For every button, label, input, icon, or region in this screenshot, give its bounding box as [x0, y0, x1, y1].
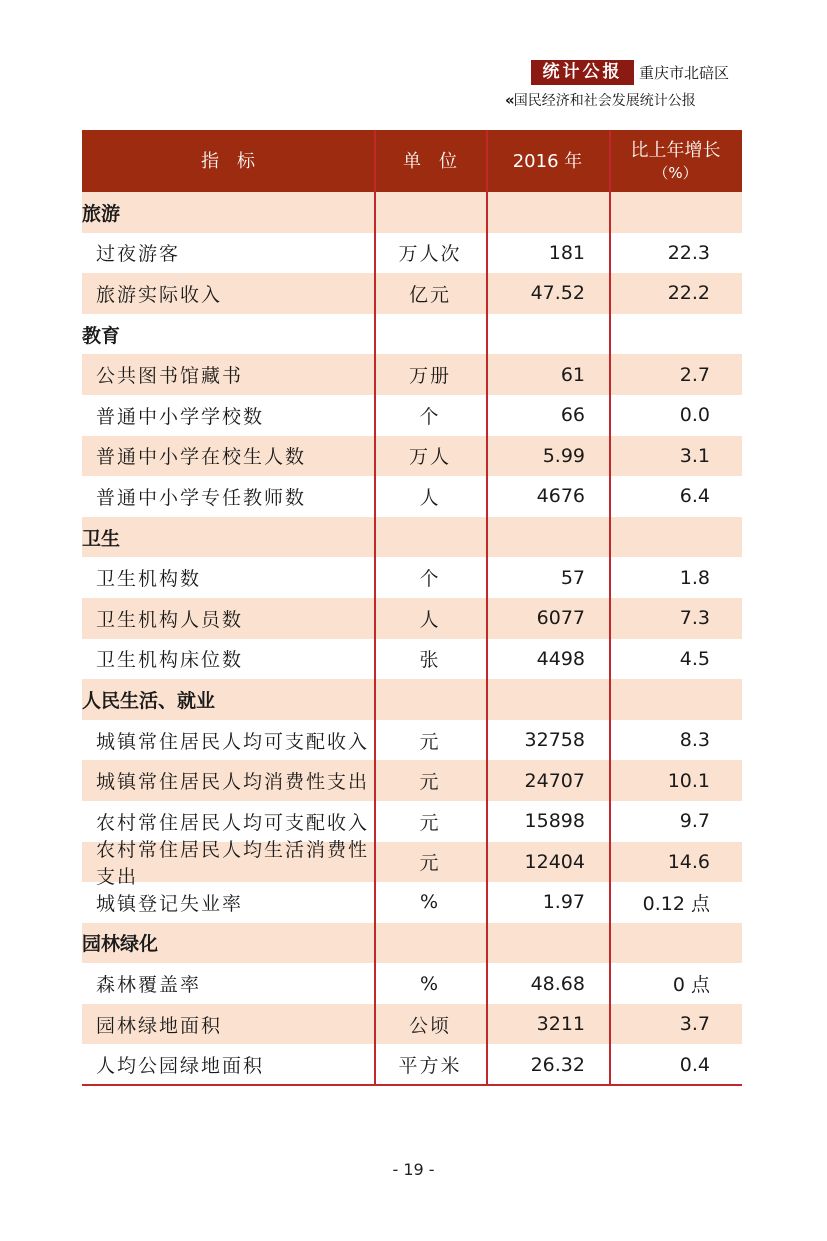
growth-cell: 8.3 [679, 729, 710, 752]
growth-cell [609, 923, 742, 964]
value-cell: 4498 [536, 647, 585, 670]
unit-cell: 万人次 [398, 243, 462, 266]
value-cell: 47.52 [530, 282, 585, 305]
double-chevron-left-icon: « [505, 91, 512, 109]
unit-cell: 元 [419, 730, 441, 753]
table-row [82, 476, 742, 517]
category-row [82, 192, 742, 233]
table-row [82, 233, 742, 274]
indicator-cell: 卫生机构床位数 [96, 649, 244, 672]
indicator-cell: 农村常住居民人均生活消费性支出 [96, 838, 370, 888]
growth-cell: 0.0 [679, 404, 710, 427]
table-row [82, 1004, 742, 1045]
value-cell: 32758 [524, 729, 585, 752]
indicator-cell: 公共图书馆藏书 [96, 365, 244, 388]
table-row [82, 720, 742, 761]
growth-cell: 0.4 [679, 1053, 710, 1076]
growth-cell: 14.6 [667, 850, 710, 873]
table-header [82, 130, 742, 192]
table-row [82, 273, 742, 314]
value-cell: 61 [560, 363, 585, 386]
growth-cell: 0 点 [672, 974, 710, 997]
category-label: 卫生 [82, 527, 121, 550]
table-row [82, 557, 742, 598]
unit-cell: 万册 [408, 365, 451, 388]
unit-cell: 亿元 [408, 283, 451, 306]
column-divider [486, 130, 488, 1086]
growth-cell: 4.5 [679, 647, 710, 670]
value-cell: 66 [560, 404, 585, 427]
value-cell [486, 314, 609, 355]
growth-cell: 7.3 [679, 607, 710, 630]
value-cell: 26.32 [530, 1053, 585, 1076]
unit-cell: 元 [419, 852, 441, 875]
table-row [82, 436, 742, 477]
value-cell: 24707 [524, 769, 585, 792]
header-year: 2016 年 [512, 151, 583, 172]
category-row [82, 923, 742, 964]
indicator-cell: 城镇常住居民人均可支配收入 [96, 730, 370, 753]
value-cell: 6077 [536, 607, 585, 630]
growth-cell: 0.12 点 [642, 892, 710, 915]
growth-cell [609, 314, 742, 355]
unit-cell: 张 [419, 649, 441, 672]
table-body [82, 192, 742, 1085]
statistics-table [82, 130, 742, 1085]
unit-cell: 元 [419, 771, 441, 794]
unit-cell: 人 [419, 486, 441, 509]
report-subtitle-line [505, 89, 696, 112]
table-row [82, 598, 742, 639]
indicator-cell: 森林覆盖率 [96, 974, 202, 997]
value-cell: 15898 [524, 810, 585, 833]
header-growth-line1: 比上年增长 [630, 140, 721, 161]
category-label: 教育 [82, 324, 121, 347]
category-row [82, 679, 742, 720]
growth-cell: 3.7 [679, 1013, 710, 1036]
header-growth [609, 132, 742, 192]
table-row [82, 760, 742, 801]
indicator-cell: 园林绿地面积 [96, 1014, 223, 1037]
table-bottom-rule [82, 1084, 742, 1086]
unit-cell: 人 [419, 608, 441, 631]
unit-cell [374, 923, 486, 964]
report-badge: 统计公报 [531, 60, 634, 85]
indicator-cell: 城镇常住居民人均消费性支出 [96, 771, 370, 794]
value-cell: 1.97 [542, 891, 585, 914]
unit-cell: 公顷 [408, 1014, 451, 1037]
value-cell: 48.68 [530, 972, 585, 995]
unit-cell: 个 [419, 568, 441, 591]
indicator-cell: 普通中小学在校生人数 [96, 446, 307, 469]
column-divider [374, 130, 376, 1086]
unit-cell: 万人 [408, 446, 451, 469]
indicator-cell: 城镇登记失业率 [96, 892, 244, 915]
category-row [82, 517, 742, 558]
category-row [82, 314, 742, 355]
table-row [82, 354, 742, 395]
indicator-cell: 人均公园绿地面积 [96, 1055, 265, 1078]
indicator-cell: 普通中小学学校数 [96, 405, 265, 428]
unit-cell: % [419, 972, 441, 995]
category-label: 人民生活、就业 [82, 689, 216, 712]
indicator-cell: 农村常住居民人均可支配收入 [96, 811, 370, 834]
table-row [82, 963, 742, 1004]
unit-cell [374, 517, 486, 558]
region-name: 重庆市北碚区 [639, 64, 730, 82]
indicator-cell: 卫生机构人员数 [96, 608, 244, 631]
growth-cell: 22.2 [667, 282, 710, 305]
value-cell: 4676 [536, 485, 585, 508]
unit-cell [374, 314, 486, 355]
table-row [82, 838, 742, 888]
indicator-cell: 卫生机构数 [96, 568, 202, 591]
category-label: 旅游 [82, 202, 121, 225]
table-row [82, 639, 742, 680]
value-cell: 5.99 [542, 444, 585, 467]
value-cell: 181 [548, 241, 585, 264]
category-label: 园林绿化 [82, 933, 159, 956]
value-cell: 3211 [536, 1013, 585, 1036]
unit-cell: 平方米 [398, 1055, 462, 1078]
value-cell [486, 923, 609, 964]
table-row [82, 882, 742, 923]
value-cell [486, 679, 609, 720]
unit-cell: % [419, 891, 441, 914]
growth-cell [609, 517, 742, 558]
value-cell: 57 [560, 566, 585, 589]
header-growth-line2: （%） [653, 164, 698, 182]
growth-cell: 1.8 [679, 566, 710, 589]
growth-cell: 9.7 [679, 810, 710, 833]
indicator-cell: 旅游实际收入 [96, 283, 223, 306]
page-number: - 19 - [392, 1160, 435, 1179]
column-divider [609, 130, 611, 1086]
growth-cell: 10.1 [667, 769, 710, 792]
growth-cell [609, 679, 742, 720]
indicator-cell: 过夜游客 [96, 243, 181, 266]
header-indicator: 指 标 [201, 151, 255, 172]
growth-cell: 3.1 [679, 444, 710, 467]
table-row [82, 1044, 742, 1085]
growth-cell: 6.4 [679, 485, 710, 508]
unit-cell: 个 [419, 405, 441, 428]
unit-cell [374, 192, 486, 233]
growth-cell [609, 192, 742, 233]
unit-cell: 元 [419, 811, 441, 834]
table-row [82, 395, 742, 436]
indicator-cell: 普通中小学专任教师数 [96, 486, 307, 509]
value-cell [486, 192, 609, 233]
value-cell: 12404 [524, 850, 585, 873]
header-unit: 单 位 [403, 151, 457, 172]
value-cell [486, 517, 609, 558]
report-subtitle: 国民经济和社会发展统计公报 [513, 93, 696, 109]
unit-cell [374, 679, 486, 720]
growth-cell: 2.7 [679, 363, 710, 386]
growth-cell: 22.3 [667, 241, 710, 264]
